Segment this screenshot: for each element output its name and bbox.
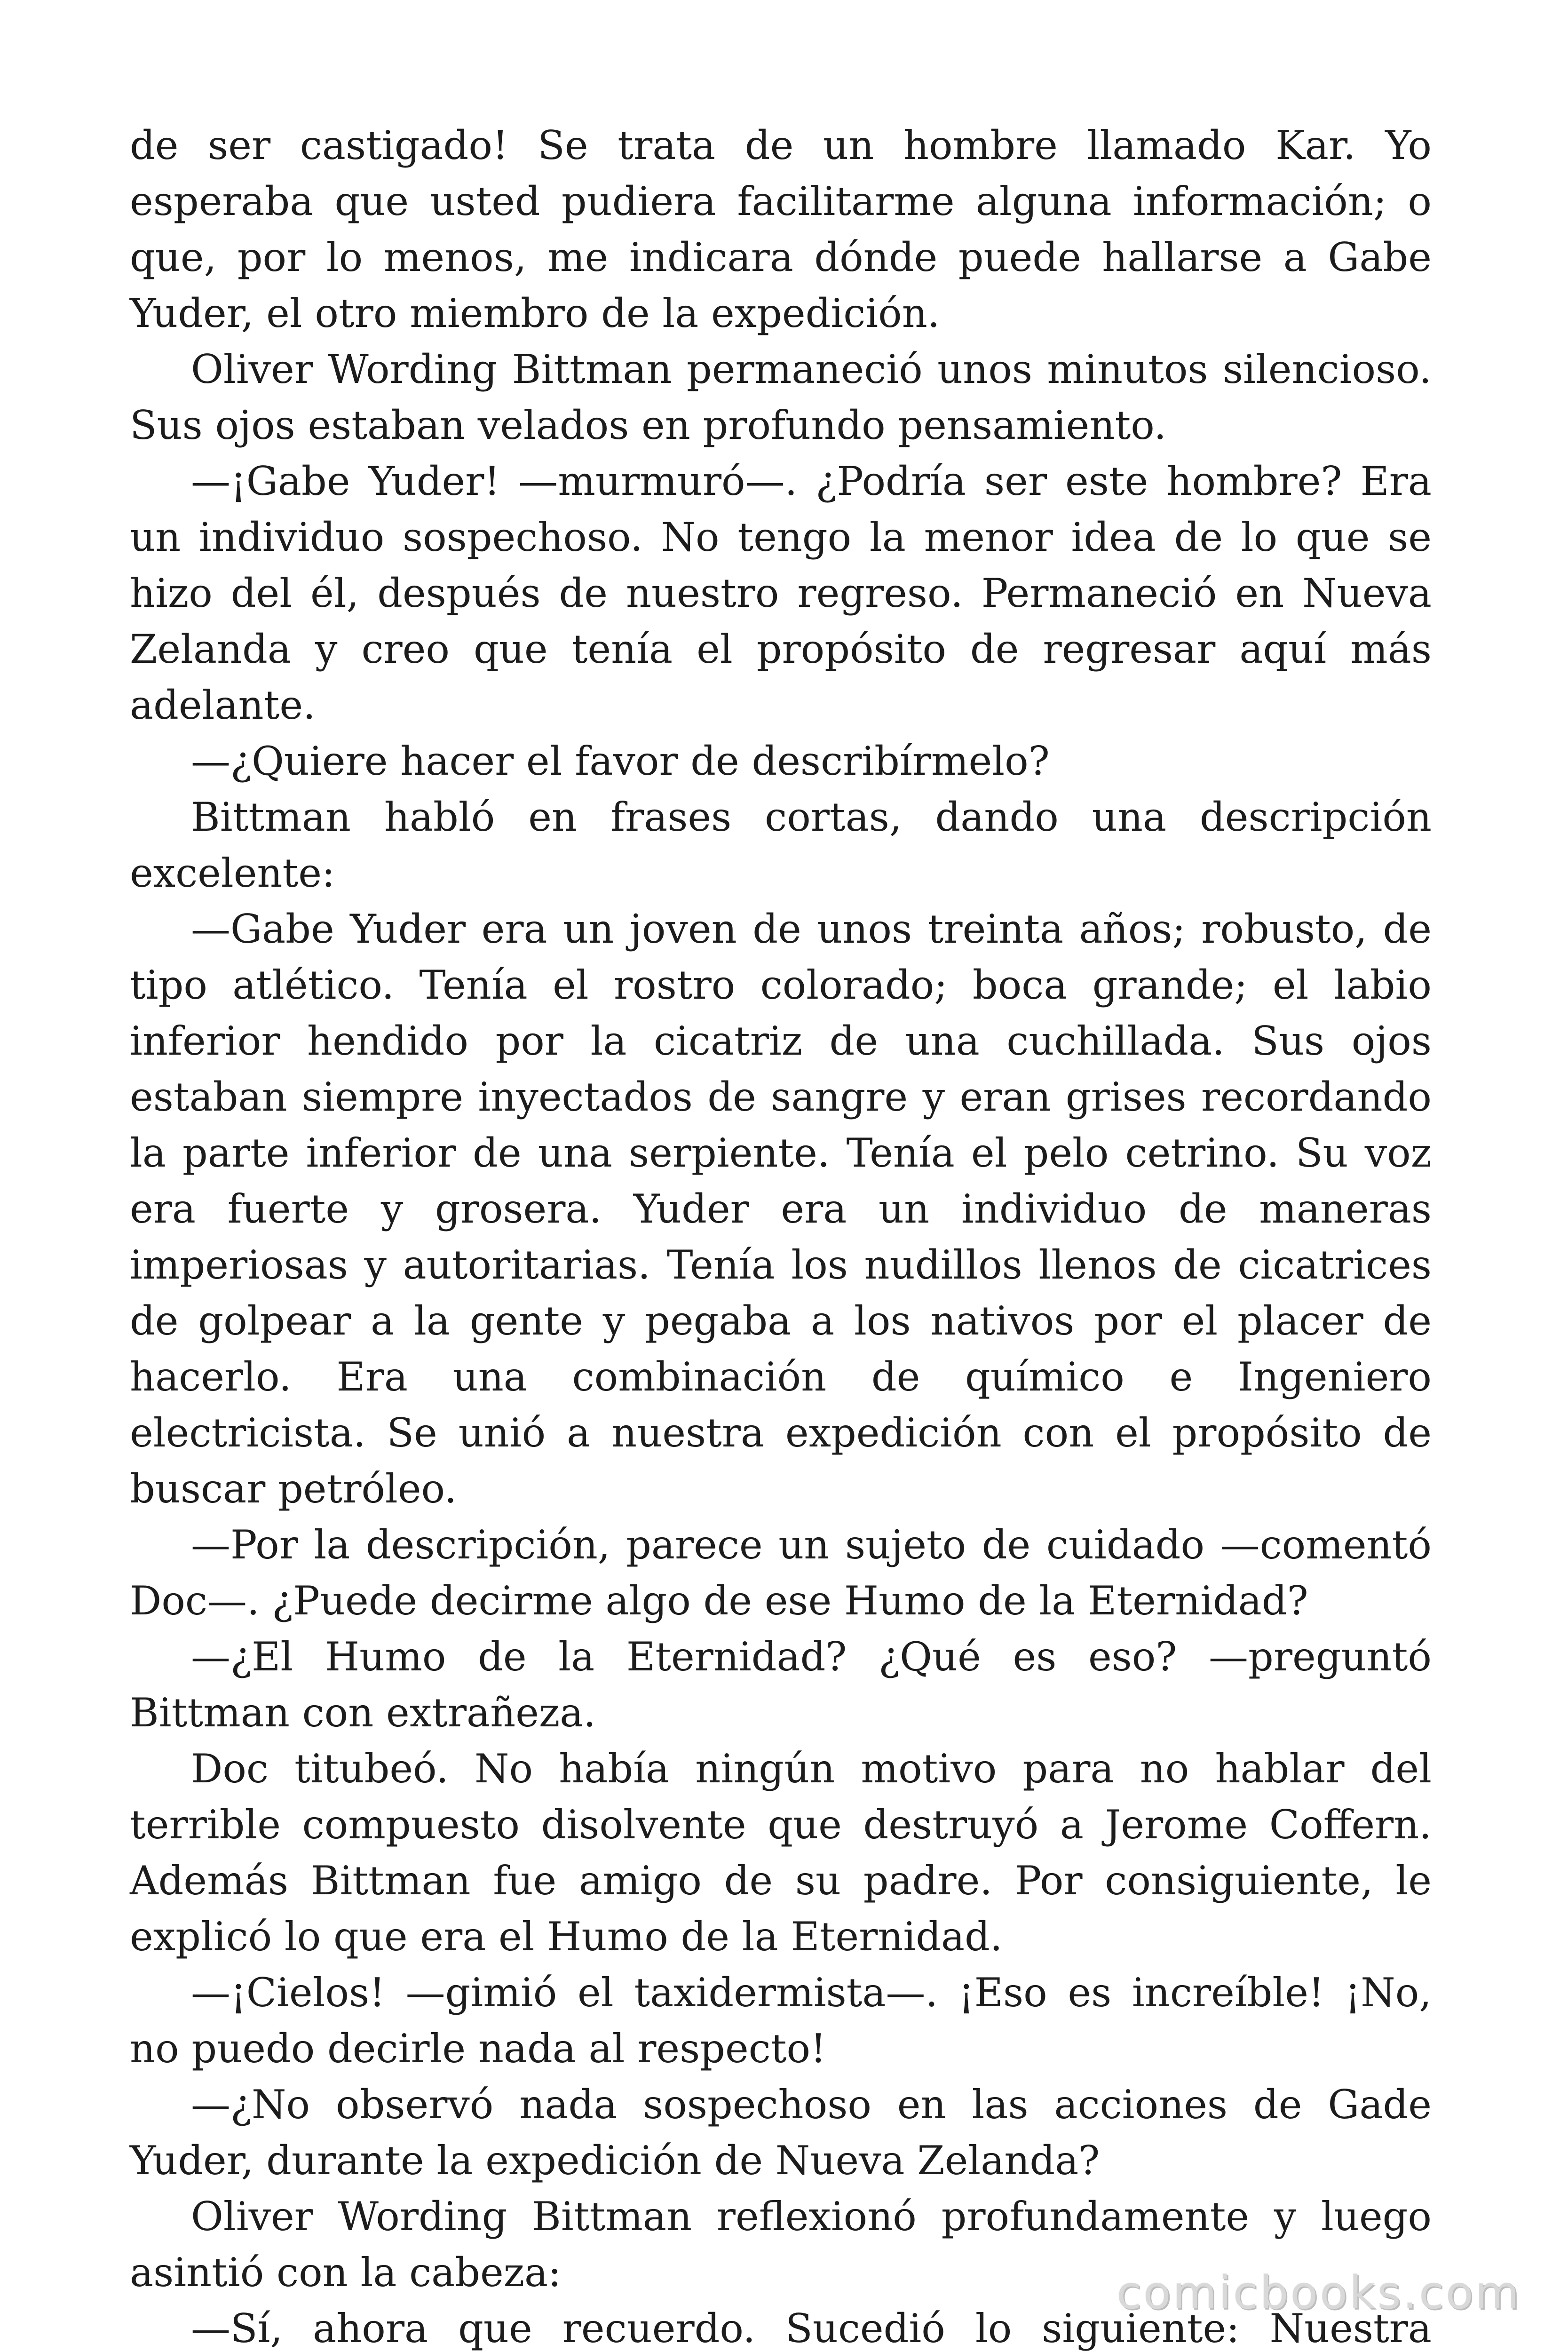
paragraph: —¿El Humo de la Eternidad? ¿Qué es eso? —preguntó Bittman con extrañeza. <box>130 1634 1432 1736</box>
paragraph: —Gabe Yuder era un joven de unos treinta años; robusto, de tipo atlético. Tenía el rostro colorado; boca grande; el labio inferior hendido por la cicatriz de una cuchillada. Sus ojos estaban siempre inyectados de sangre y eran grises recordando la parte inferior de una serpiente. Tenía el pelo cetrino. Su voz era fuerte y grosera. Yuder era un individuo de maneras imperiosas y autoritarias. Tenía los nudillos llenos de cicatrices de golpear a la gente y pegaba a los nativos por el placer de hacerlo. Era una combinación de químico e Ingeniero electricista. Se unió a nuestra expedición con el propósito de buscar petróleo. <box>130 906 1432 1512</box>
paragraph: Doc titubeó. No había ningún motivo para no hablar del terrible compuesto disolvente que destruyó a Jerome Coffern. Además Bittman fue amigo de su padre. Por consiguiente, le explicó lo que era el Humo de la Eternidad. <box>130 1746 1432 1960</box>
paragraph: de ser castigado! Se trata de un hombre llamado Kar. Yo esperaba que usted pudiera facilitarme alguna información; o que, por lo menos, me indicara dónde puede hallarse a Gabe Yuder, el otro miembro de la expedición. <box>130 122 1432 336</box>
paragraph: Bittman habló en frases cortas, dando una descripción excelente: <box>130 794 1432 896</box>
paragraph: —Sí, ahora que recuerdo. Sucedió lo siguiente: Nuestra <box>191 2305 1432 2352</box>
paragraph: —¿Quiere hacer el favor de describírmelo? <box>191 738 1050 784</box>
paragraph: —Por la descripción, parece un sujeto de cuidado —comentó Doc—. ¿Puede decirme algo de ese Humo de la Eternidad? <box>130 1522 1432 1624</box>
paragraph: Oliver Wording Bittman reflexionó profundamente y luego asintió con la cabeza: <box>130 2193 1432 2296</box>
paragraph: —¡Gabe Yuder! —murmuró—. ¿Podría ser este hombre? Era un individuo sospechoso. No tengo la menor idea de lo que se hizo del él, después de nuestro regreso. Permaneció en Nueva Zelanda y creo que tenía el propósito de regresar aquí más adelante. <box>130 458 1432 728</box>
page-body <box>130 118 1432 2352</box>
watermark: comicbooks.com <box>1116 2266 1521 2319</box>
paragraph: —¿No observó nada sospechoso en las acciones de Gade Yuder, durante la expedición de Nueva Zelanda? <box>130 2082 1432 2184</box>
paragraph: —¡Cielos! —gimió el taxidermista—. ¡Eso es increíble! ¡No, no puedo decirle nada al respecto! <box>130 1970 1432 2072</box>
paragraph: Oliver Wording Bittman permaneció unos minutos silencioso. Sus ojos estaban velados en profundo pensamiento. <box>130 346 1432 448</box>
